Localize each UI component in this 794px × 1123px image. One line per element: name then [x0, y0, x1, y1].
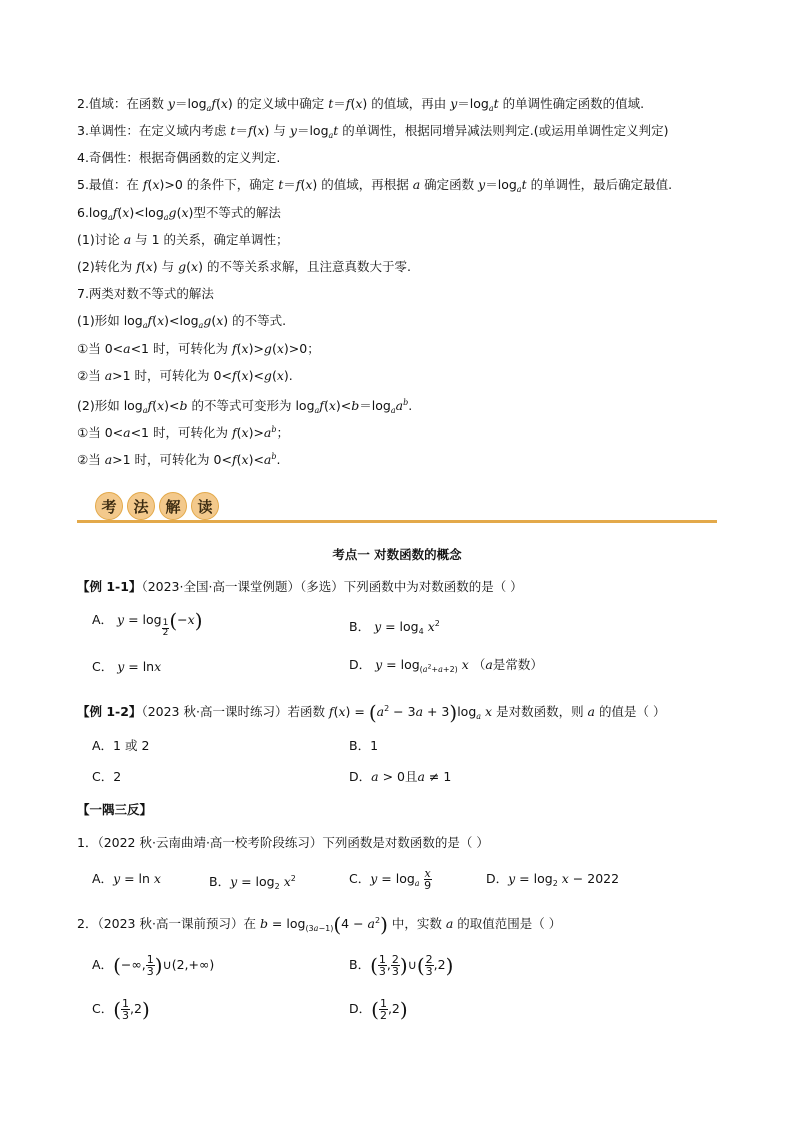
q1-option-c: C．$y = \log_a$ $\frac{x}{9}$ [349, 867, 432, 892]
rule-monotonicity: 3.单调性：在定义域内考虑 t＝f(x) 与 $y=\log_at$ 的单调性，根据同增异减法则判定.(或运用单调性定义判定) [77, 123, 669, 140]
rule-7-form1-case1: ①当 0<a<1 时，可转化为 f(x)>g(x)>0； [77, 341, 320, 356]
q1-option-b: B．$y = \log_2 x^2$ [209, 874, 296, 891]
rule-7-form2-case2: ②当 a>1 时，可转化为 $0<f(x)<a^b$. [77, 452, 281, 467]
ex2-option-a: A．1 或 2 [92, 738, 150, 753]
practice-q1: 1．（2022 秋·云南曲靖·高一校考阶段练习）下列函数是对数函数的是（ ） [77, 835, 489, 850]
rule-parity: 4.奇偶性：根据奇偶函数的定义判定. [77, 150, 281, 165]
section-title: 考点一 对数函数的概念 [332, 547, 462, 562]
rule-7-form2-case1: ①当 0<a<1 时，可转化为 $f(x)>a^b$； [77, 425, 290, 440]
q1-option-a: A．y = ln x [92, 871, 161, 886]
ex1-option-a: A． y = log $\frac{1}{2}$ (−x) [92, 608, 203, 638]
rule-6-step2: (2)转化为 f(x) 与 g(x) 的不等关系求解，且注意真数大于零. [77, 259, 411, 274]
practice-title: 【一隅三反】 [77, 802, 153, 817]
ex2-option-b: B．1 [349, 738, 379, 753]
rule-7-form1: (1)形如 $\log_af(x)<\log_ag(x)$ 的不等式. [77, 313, 287, 330]
q2-option-c: C．( $\frac{1}{3}$ ,2) [92, 997, 150, 1022]
ex2-option-d: D．a > 0且a ≠ 1 [349, 769, 452, 784]
q2-option-a: A．(−∞, $\frac{1}{3}$ )∪(2,+∞) [92, 953, 215, 978]
q2-option-b: B．( $\frac{1}{3}$ , $\frac{2}{3}$ )∪( $\frac{2}{3}$ ,2) [349, 953, 454, 978]
ex1-option-d: D． $y = \log_{(a^2+a+2)} x$ （a是常数） [349, 657, 543, 674]
practice-q2: 2．（2023 秋·高一课前预习）在 $b = \log_{(3a-1)}(4 - a^2)$ 中，实数 a 的取值范围是（ ） [77, 912, 562, 937]
rule-extrema: 5.最值：在 f(x)>0 的条件下，确定 t＝f(x) 的值域，再根据 a 确定函数 $y=\log_at$ 的单调性，最后确定最值. [77, 177, 673, 194]
ex1-option-b: B． $y = \log_4 x^2$ [349, 619, 440, 636]
rule-7-form1-case2: ②当 a>1 时，可转化为 0<f(x)<g(x). [77, 368, 293, 383]
rule-6-step1: (1)讨论 a 与 1 的关系，确定单调性； [77, 232, 289, 247]
rule-7-form2: (2)形如 $\log_af(x)<b$ 的不等式可变形为 $\log_af(x)<b=\log_aa^b$. [77, 398, 413, 415]
banner-char: 解 [159, 492, 187, 520]
rule-7-title: 7.两类对数不等式的解法 [77, 286, 214, 301]
ex2-option-c: C．2 [92, 769, 122, 784]
banner-char: 读 [191, 492, 219, 520]
rule-range: 2.值域：在函数 $y=\log_af(x)$ 的定义域中确定 t＝f(x) 的值域，再由 $y=\log_at$ 的单调性确定函数的值域. [77, 96, 645, 113]
banner-underline [77, 520, 717, 523]
example-1-1-question: 【例 1-1】（2023·全国·高一课堂例题）（多选）下列函数中为对数函数的是（ ） [77, 579, 523, 594]
section-banner [77, 488, 717, 528]
banner-char: 法 [127, 492, 155, 520]
ex1-option-c: C． y = lnx [92, 659, 162, 674]
q2-option-d: D．( $\frac{1}{2}$ ,2) [349, 997, 408, 1022]
banner-char: 考 [95, 492, 123, 520]
q1-option-d: D．$y = \log_2 x - 2022$ [486, 871, 620, 888]
rule-inequality-type: $6.\log_af(x)<\log_ag(x)$型不等式的解法 [77, 205, 281, 222]
example-1-2-question: 【例 1-2】（2023 秋·高一课时练习）若函数 $f(x) = (a^2 - 3a + 3)\log_a$ x 是对数函数，则 a 的值是（ ） [77, 700, 666, 725]
